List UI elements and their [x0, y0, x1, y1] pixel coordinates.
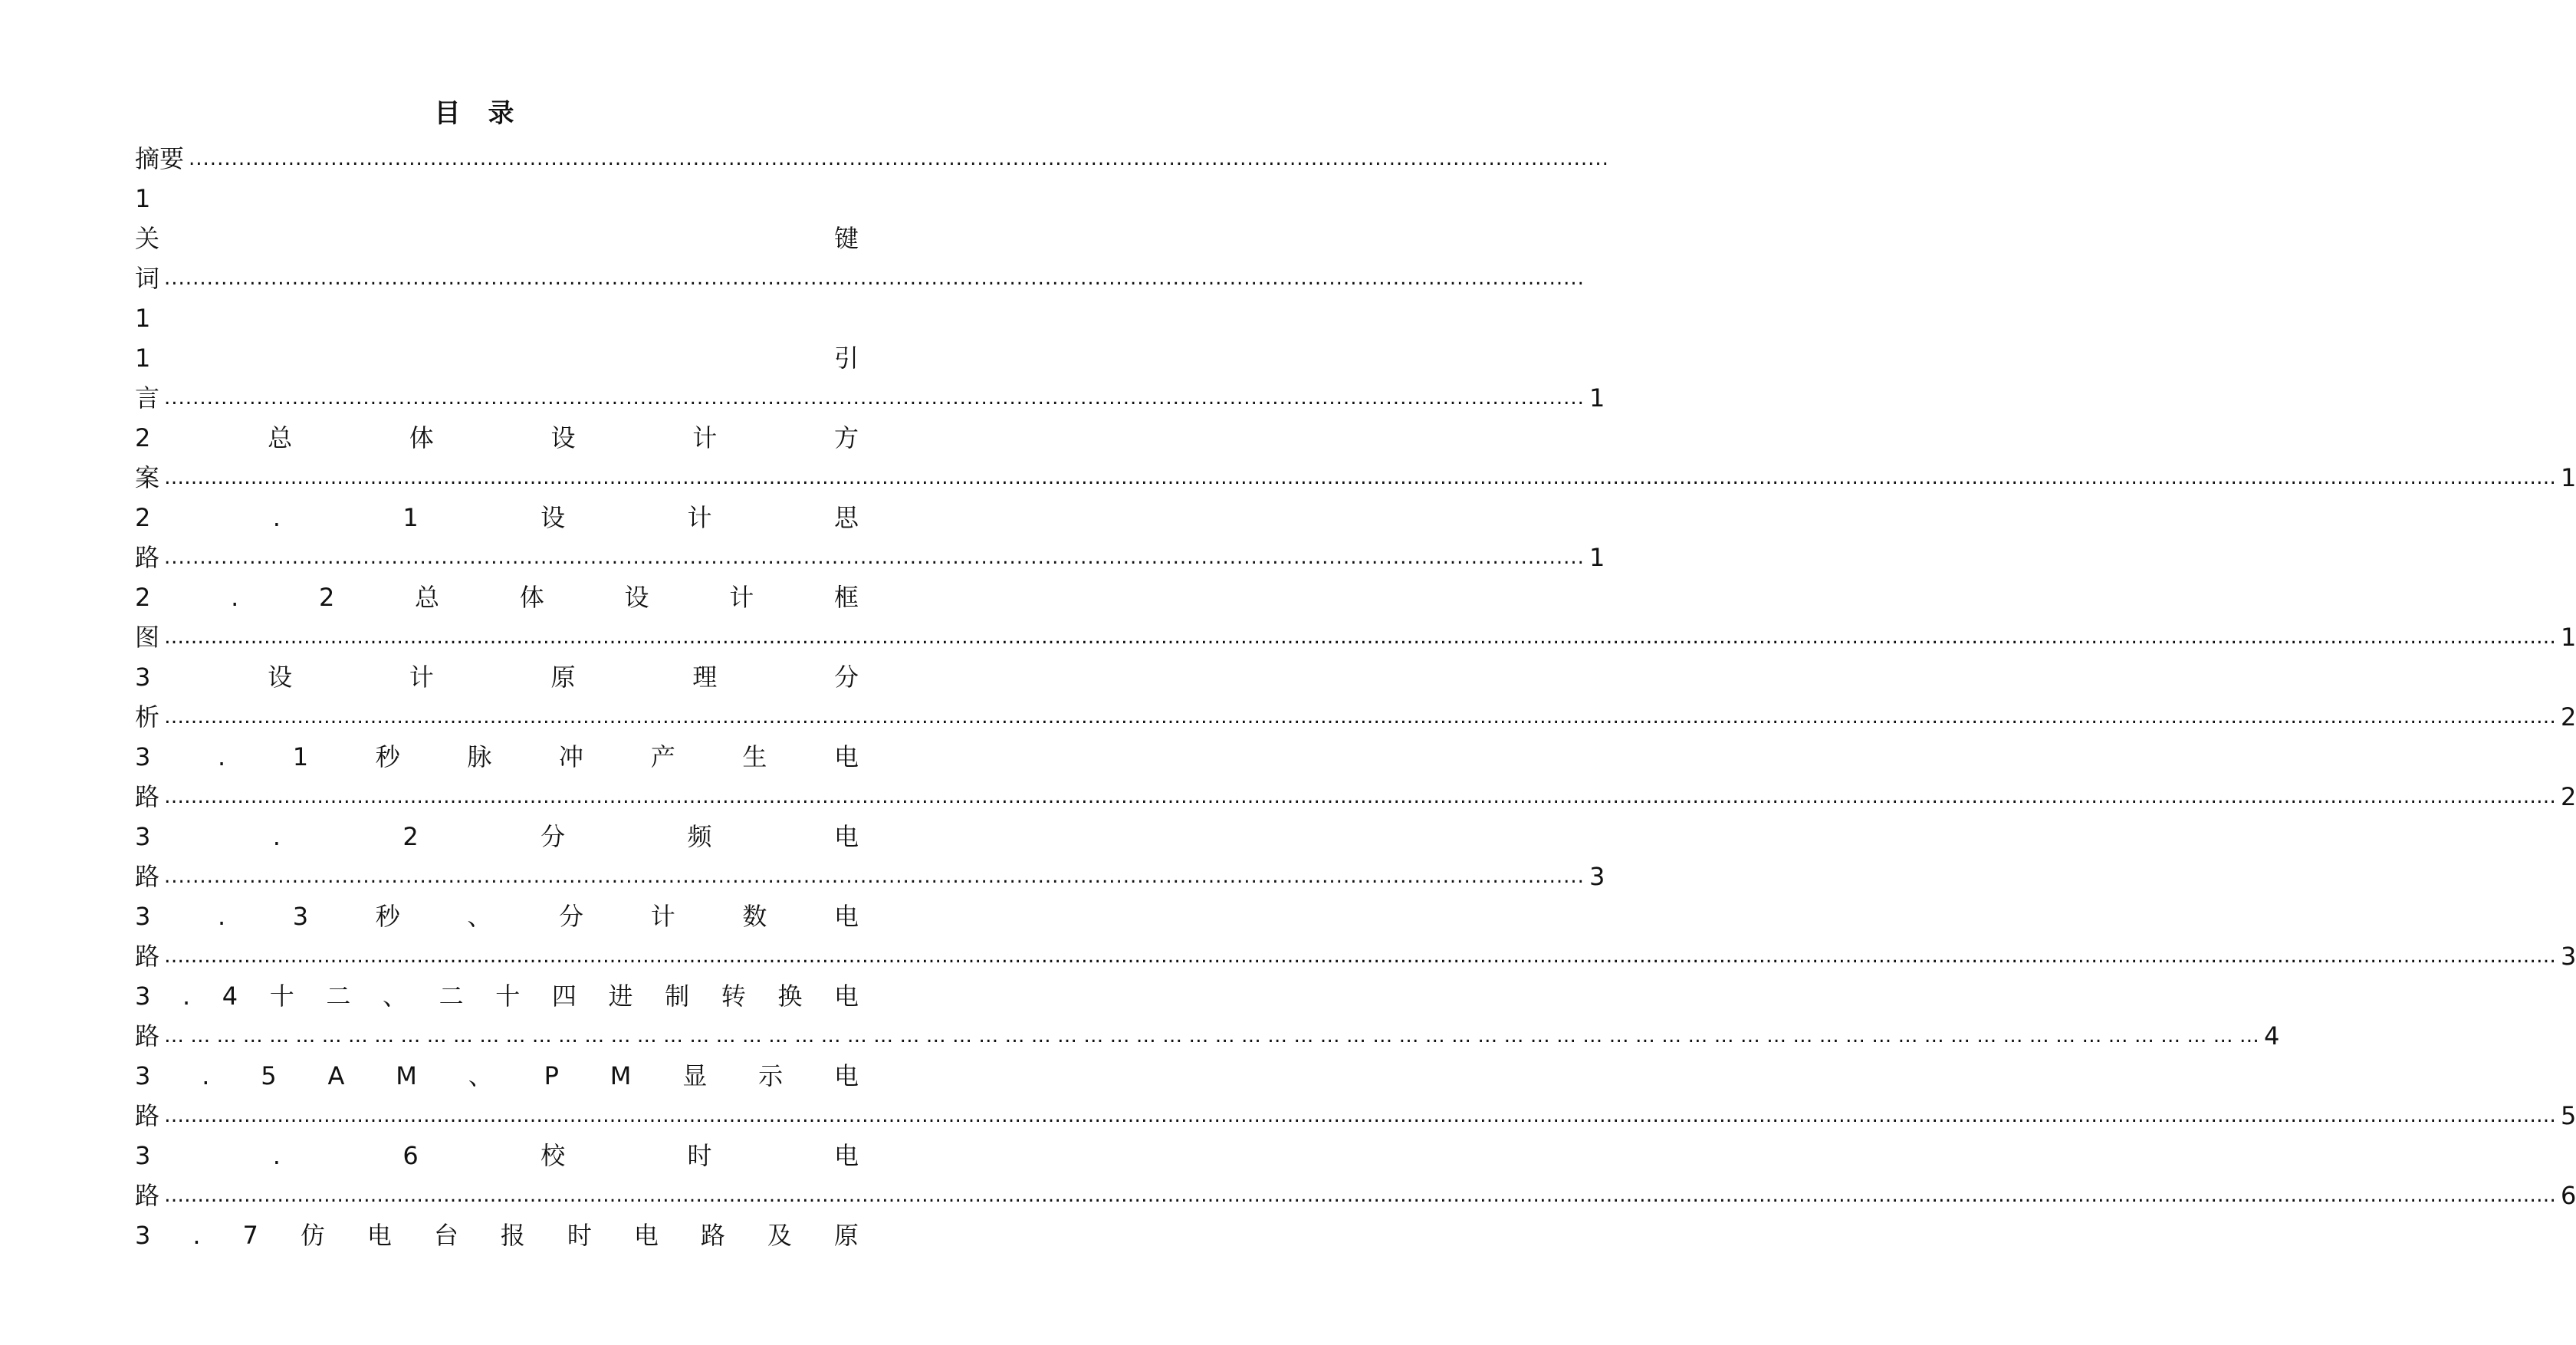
toc-token: 1 [135, 344, 151, 373]
toc-token: 、 [468, 1061, 493, 1090]
toc-line[interactable] [135, 817, 859, 857]
toc-token: 电 [833, 1141, 859, 1170]
toc-token: 进 [608, 982, 633, 1011]
toc-entry-label: 路 [135, 543, 160, 572]
toc-token: 电 [833, 742, 859, 771]
toc-token: 电 [833, 1061, 859, 1090]
toc-token: 3 [135, 902, 151, 931]
toc-token: 二 [439, 982, 464, 1011]
toc-token: 计 [729, 583, 754, 612]
toc-token: 台 [433, 1221, 458, 1250]
toc-line[interactable] [135, 378, 1605, 418]
toc-token: 键 [833, 224, 859, 253]
toc-token: . [182, 982, 191, 1011]
toc-page-number: 1 [2561, 623, 2576, 652]
toc-line[interactable] [135, 777, 2576, 817]
toc-token: 3 [292, 902, 309, 931]
toc-line[interactable] [135, 577, 859, 617]
toc-token: 2 [318, 583, 335, 612]
toc-line[interactable] [135, 219, 859, 258]
toc-line[interactable] [135, 1136, 859, 1176]
toc-line[interactable] [135, 458, 2576, 498]
toc-token: 原 [550, 663, 576, 692]
dot-leader: ……………………………………………………………………………………………………………………………………………………………………………………………………………………………………………………………………………………………………………………………… [164, 466, 2557, 489]
toc-token: 报 [500, 1221, 525, 1250]
table-of-contents [135, 139, 2576, 1255]
toc-page-number: 5 [2561, 1101, 2576, 1130]
toc-token: 十 [269, 982, 294, 1011]
toc-entry-label: 词 [135, 264, 160, 293]
toc-token: 电 [833, 822, 859, 851]
toc-token: . [272, 1141, 281, 1170]
toc-line[interactable] [135, 737, 859, 777]
toc-token: 3 [135, 663, 151, 692]
toc-token: 生 [742, 742, 767, 771]
toc-token: 十 [495, 982, 521, 1011]
toc-token: 4 [222, 982, 238, 1011]
toc-line[interactable] [135, 697, 2576, 737]
toc-token: 设 [540, 503, 566, 532]
toc-token: 路 [700, 1221, 725, 1250]
toc-token: 体 [409, 423, 434, 452]
toc-token: 设 [268, 663, 293, 692]
toc-token: . [272, 503, 281, 532]
toc-token: M [396, 1061, 417, 1090]
toc-token: 6 [402, 1141, 419, 1170]
toc-token: 计 [650, 902, 675, 931]
toc-entry-label: 路 [135, 862, 160, 891]
toc-token: 思 [833, 503, 859, 532]
toc-line[interactable] [135, 1096, 2576, 1136]
toc-entry-label: 言 [135, 383, 160, 413]
toc-token: 设 [550, 423, 576, 452]
toc-token: 2 [135, 583, 151, 612]
toc-token: 电 [833, 982, 859, 1011]
toc-token: 时 [567, 1221, 592, 1250]
toc-token: 电 [633, 1221, 659, 1250]
dot-leader: ........................................................................................................................................................................................................ [164, 546, 1585, 569]
toc-token: 、 [382, 982, 407, 1011]
toc-page-number: 3 [1589, 862, 1605, 891]
dot-leader: ........................................................................................................................................................................................................ [164, 386, 1585, 409]
toc-page-number: 2 [2561, 702, 2576, 732]
title-char: 录 [488, 98, 518, 129]
toc-line[interactable] [135, 1176, 2576, 1215]
toc-line[interactable] [135, 857, 1605, 896]
toc-token: 数 [742, 902, 767, 931]
toc-entry-label: 摘要 [135, 144, 185, 173]
toc-token: 电 [366, 1221, 392, 1250]
toc-line[interactable] [135, 1215, 859, 1255]
toc-line[interactable] [135, 896, 859, 936]
toc-token: 秒 [375, 902, 400, 931]
toc-token: 设 [624, 583, 649, 612]
toc-token: 5 [261, 1061, 277, 1090]
toc-line[interactable] [135, 936, 2576, 976]
toc-token: 仿 [300, 1221, 325, 1250]
toc-token: 3 [135, 1061, 151, 1090]
toc-token: 示 [758, 1061, 784, 1090]
toc-line[interactable] [135, 657, 859, 697]
toc-token: P [544, 1061, 559, 1090]
toc-entry-label: 路 [135, 1021, 160, 1051]
dot-leader: ……………………………………………………………………………………………………………………………………………………………………………………………………………………………………………………………………………………………………………………………… [164, 705, 2557, 728]
toc-token: 计 [409, 663, 434, 692]
toc-token: 显 [682, 1061, 708, 1090]
toc-entry-label: 路 [135, 1101, 160, 1130]
toc-token: 及 [767, 1221, 792, 1250]
toc-line[interactable] [135, 617, 2576, 657]
toc-page-number: 1 [1589, 543, 1605, 572]
toc-token: . [272, 822, 281, 851]
toc-line[interactable] [135, 976, 859, 1016]
toc-token: 分 [833, 663, 859, 692]
toc-token: 脉 [467, 742, 492, 771]
toc-token: . [202, 1061, 210, 1090]
toc-line[interactable] [135, 139, 1609, 179]
toc-token: 换 [777, 982, 803, 1011]
toc-token: 频 [687, 822, 712, 851]
toc-entry-label: 案 [135, 463, 160, 492]
toc-line[interactable] [135, 538, 1605, 577]
toc-token: 关 [135, 224, 160, 253]
toc-page-number: 6 [2561, 1181, 2576, 1210]
toc-token: 体 [519, 583, 544, 612]
toc-line[interactable] [135, 418, 859, 458]
toc-line[interactable] [135, 338, 859, 378]
toc-token: 3 [135, 1141, 151, 1170]
toc-token: 2 [402, 822, 419, 851]
toc-token: M [610, 1061, 632, 1090]
page-title [0, 98, 951, 129]
toc-token: . [217, 742, 226, 771]
toc-token: 引 [833, 344, 859, 373]
dot-leader: … … … … … … … … … … … … … … … … … … … … … … … … … … … … … … … … … … … … … … … … … … … … … … … … … … … … … … … … … … … … … … … … … … … … … … … … … … … … … … … … [164, 1024, 2259, 1047]
toc-line[interactable] [135, 298, 859, 338]
toc-token: 2 [135, 503, 151, 532]
toc-token: 1 [135, 304, 151, 333]
title-char: 目 [434, 98, 464, 129]
toc-entry-label: 图 [135, 623, 160, 652]
toc-token: 方 [833, 423, 859, 452]
toc-token: . [217, 902, 226, 931]
toc-token: 分 [559, 902, 584, 931]
toc-token: 制 [665, 982, 690, 1011]
toc-token: 原 [833, 1221, 859, 1250]
toc-token: 1 [402, 503, 419, 532]
toc-line[interactable] [135, 1056, 859, 1096]
toc-token: 3 [135, 822, 151, 851]
toc-entry-label: 路 [135, 1181, 160, 1210]
toc-token: 总 [268, 423, 293, 452]
toc-token: 二 [326, 982, 351, 1011]
toc-page-number: 3 [2561, 942, 2576, 971]
toc-token: 3 [135, 742, 151, 771]
dot-leader: ……………………………………………………………………………………………………………………………………………………………………………………………………………………………………………………………………………………………………………………………… [164, 945, 2557, 968]
dot-leader: ……………………………………………………………………………………………………………………………………………………………………………………………………………………………………………………………………………………………………………………………… [164, 626, 2557, 649]
toc-token: 1 [135, 184, 151, 213]
toc-token: 7 [242, 1221, 258, 1250]
toc-page-number: 4 [2263, 1021, 2280, 1051]
dot-leader: ........................................................................................................................................................................................................ [164, 865, 1585, 888]
toc-page-number: 1 [1589, 383, 1605, 413]
toc-line[interactable] [135, 1016, 2280, 1056]
toc-token: 3 [135, 1221, 151, 1250]
dot-leader: ........................................................................................................................................................................................................ [164, 267, 1585, 290]
toc-page-number: 1 [2561, 463, 2576, 492]
toc-token: 四 [551, 982, 577, 1011]
dot-leader: ……………………………………………………………………………………………………………………………………………………………………………………………………………………………………………………………………………………………………………………………… [164, 1184, 2557, 1207]
toc-token: 秒 [375, 742, 400, 771]
dot-leader: ........................................................................................................................................................................................................ [189, 147, 1609, 170]
dot-leader: ……………………………………………………………………………………………………………………………………………………………………………………………………………………………………………………………………………………………………………………………… [164, 1104, 2557, 1127]
toc-token: 分 [540, 822, 566, 851]
toc-token: 转 [721, 982, 746, 1011]
toc-token: 产 [650, 742, 675, 771]
toc-entry-label: 路 [135, 942, 160, 971]
toc-page-number: 2 [2561, 782, 2576, 811]
toc-token: 框 [833, 583, 859, 612]
toc-token: 理 [692, 663, 718, 692]
toc-token: 时 [687, 1141, 712, 1170]
toc-token: 冲 [559, 742, 584, 771]
dot-leader: ……………………………………………………………………………………………………………………………………………………………………………………………………………………………………………………………………………………………………………………………… [164, 785, 2557, 808]
toc-entry-label: 路 [135, 782, 160, 811]
toc-line[interactable] [135, 498, 859, 538]
toc-line[interactable] [135, 179, 859, 219]
toc-token: 校 [540, 1141, 566, 1170]
toc-token: . [192, 1221, 201, 1250]
toc-entry-label: 析 [135, 702, 160, 732]
toc-token: 、 [467, 902, 492, 931]
toc-token: 计 [692, 423, 718, 452]
toc-token: 电 [833, 902, 859, 931]
toc-token: . [231, 583, 239, 612]
toc-token: 2 [135, 423, 151, 452]
toc-token: A [327, 1061, 345, 1090]
toc-token: 计 [687, 503, 712, 532]
toc-token: 1 [292, 742, 309, 771]
toc-line[interactable] [135, 258, 1585, 298]
toc-token: 3 [135, 982, 151, 1011]
toc-token: 总 [415, 583, 440, 612]
